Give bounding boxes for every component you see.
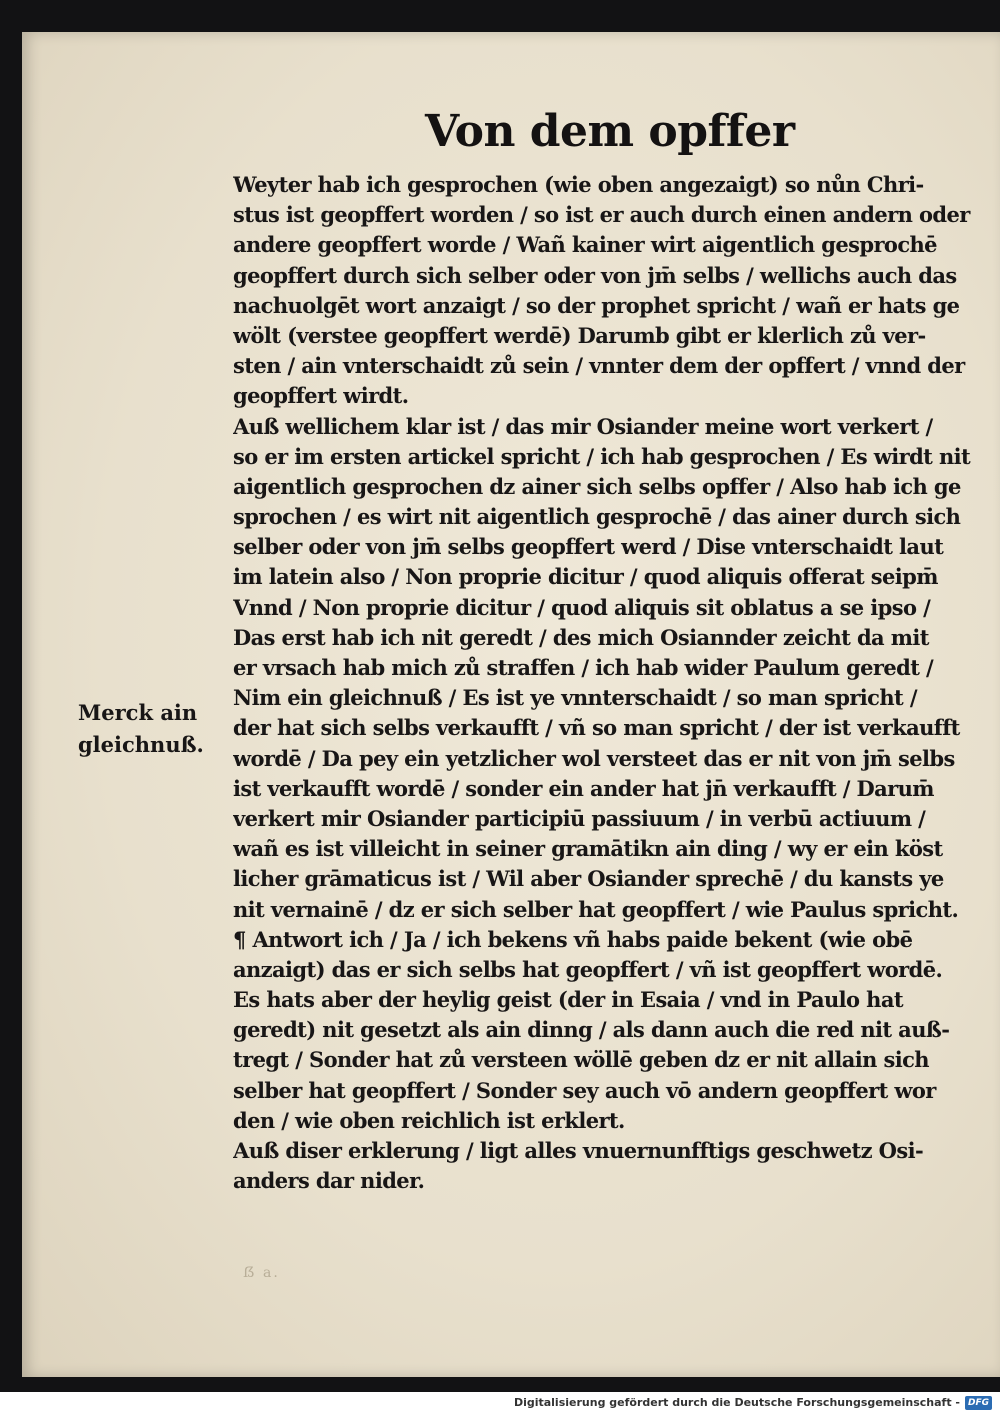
text-line: Es hats aber der heylig geist (der in Esaia / vnd in Paulo hat xyxy=(233,987,903,1013)
text-line: anders dar nider. xyxy=(233,1168,425,1194)
text-line: der hat sich selbs verkaufft / vñ so man spricht / der ist verkaufft xyxy=(233,715,960,741)
text-line: Das erst hab ich nit geredt / des mich Osiannder zeicht da mit xyxy=(233,624,929,650)
text-line: anzaigt) das er sich selbs hat geopffert / vñ ist geopffert wordē. xyxy=(233,956,943,982)
footer-credit: Digitalisierung gefördert durch die Deutsche Forschungsgemeinschaft - xyxy=(513,1396,960,1409)
text-line: aigentlich gesprochen dz ainer sich selbs opffer / Also hab ich ge xyxy=(233,473,961,499)
text-line: Weyter hab ich gesprochen (wie oben angezaigt) so nůn Chri- xyxy=(233,172,924,197)
text-line: nachuolgēt wort anzaigt / so der prophet spricht / wañ er hats ge xyxy=(233,292,960,318)
page-heading: Von dem opffer xyxy=(425,106,795,157)
text-line: Nim ein gleichnuß / Es ist ye vnnterschaidt / so man spricht / xyxy=(233,685,917,711)
text-line: wölt (verstee geopffert werdē) Darumb gibt er klerlich zů ver- xyxy=(233,322,926,348)
text-line: licher grāmaticus ist / Wil aber Osiander sprechē / du kansts ye xyxy=(233,866,944,892)
text-line: selber hat geopffert / Sonder sey auch vō andern geopffert wor xyxy=(233,1077,936,1103)
margin-note xyxy=(78,697,224,761)
text-line: ¶ Antwort ich / Ja / ich bekens vñ habs paide bekent (wie obē xyxy=(233,926,913,952)
text-line: Auß diser erklerung / ligt alles vnuernunfftigs geschwetz Osi- xyxy=(233,1138,924,1163)
text-line: nit vernainē / dz er sich selber hat geopffert / wie Paulus spricht. xyxy=(233,896,959,922)
text-line: geopffert durch sich selber oder von jm̄ selbs / wellichs auch das xyxy=(233,262,957,288)
margin-note-line: gleichnuß. xyxy=(78,732,204,757)
text-line: ist verkaufft wordē / sonder ein ander hat jn̄ verkaufft / Darum̄ xyxy=(233,775,934,801)
text-line: wordē / Da pey ein yetzlicher wol versteet das er nit von jm̄ selbs xyxy=(233,745,955,771)
dfg-logo-icon: DFG xyxy=(965,1396,992,1410)
text-line: den / wie oben reichlich ist erklert. xyxy=(233,1107,625,1133)
text-line: tregt / Sonder hat zů versteen wöllē geben dz er nit allain sich xyxy=(233,1047,929,1073)
footer-bar xyxy=(0,1392,1000,1417)
text-line: im latein also / Non proprie dicitur / quod aliquis offerat seipm̄ xyxy=(233,564,938,590)
text-line: er vrsach hab mich zů straffen / ich hab wider Paulum geredt / xyxy=(233,655,934,680)
text-line: wañ es ist villeicht in seiner gramātikn ain ding / wy er ein köst xyxy=(233,836,943,862)
text-line: verkert mir Osiander participiū passiuum / in verbū actiuum / xyxy=(233,805,926,831)
text-line: Auß wellichem klar ist / das mir Osiander meine wort verkert / xyxy=(233,413,933,439)
margin-note-line: Merck ain xyxy=(78,700,198,725)
text-line: geopffert wirdt. xyxy=(233,383,409,409)
bleed-through-marks: ẞ a. xyxy=(243,1265,280,1281)
text-line: selber oder von jm̄ selbs geopffert werd / Dise vnterschaidt laut xyxy=(233,534,944,560)
text-line: andere geopffert worde / Wañ kainer wirt aigentlich gesprochē xyxy=(233,232,937,258)
text-line: sprochen / es wirt nit aigentlich gesprochē / das ainer durch sich xyxy=(233,504,961,530)
text-line: Vnnd / Non proprie dicitur / quod aliquis sit oblatus a se ipso / xyxy=(233,594,931,620)
text-line: geredt) nit gesetzt als ain dinng / als dann auch die red nit auß- xyxy=(233,1017,950,1043)
text-line: stus ist geopffert worden / so ist er auch durch einen andern oder xyxy=(233,202,970,228)
text-line: so er im ersten artickel spricht / ich hab gesprochen / Es wirdt nit xyxy=(233,443,971,469)
body-text xyxy=(233,170,978,1196)
text-line: sten / ain vnterschaidt zů sein / vnnter dem der opffert / vnnd der xyxy=(233,353,965,379)
